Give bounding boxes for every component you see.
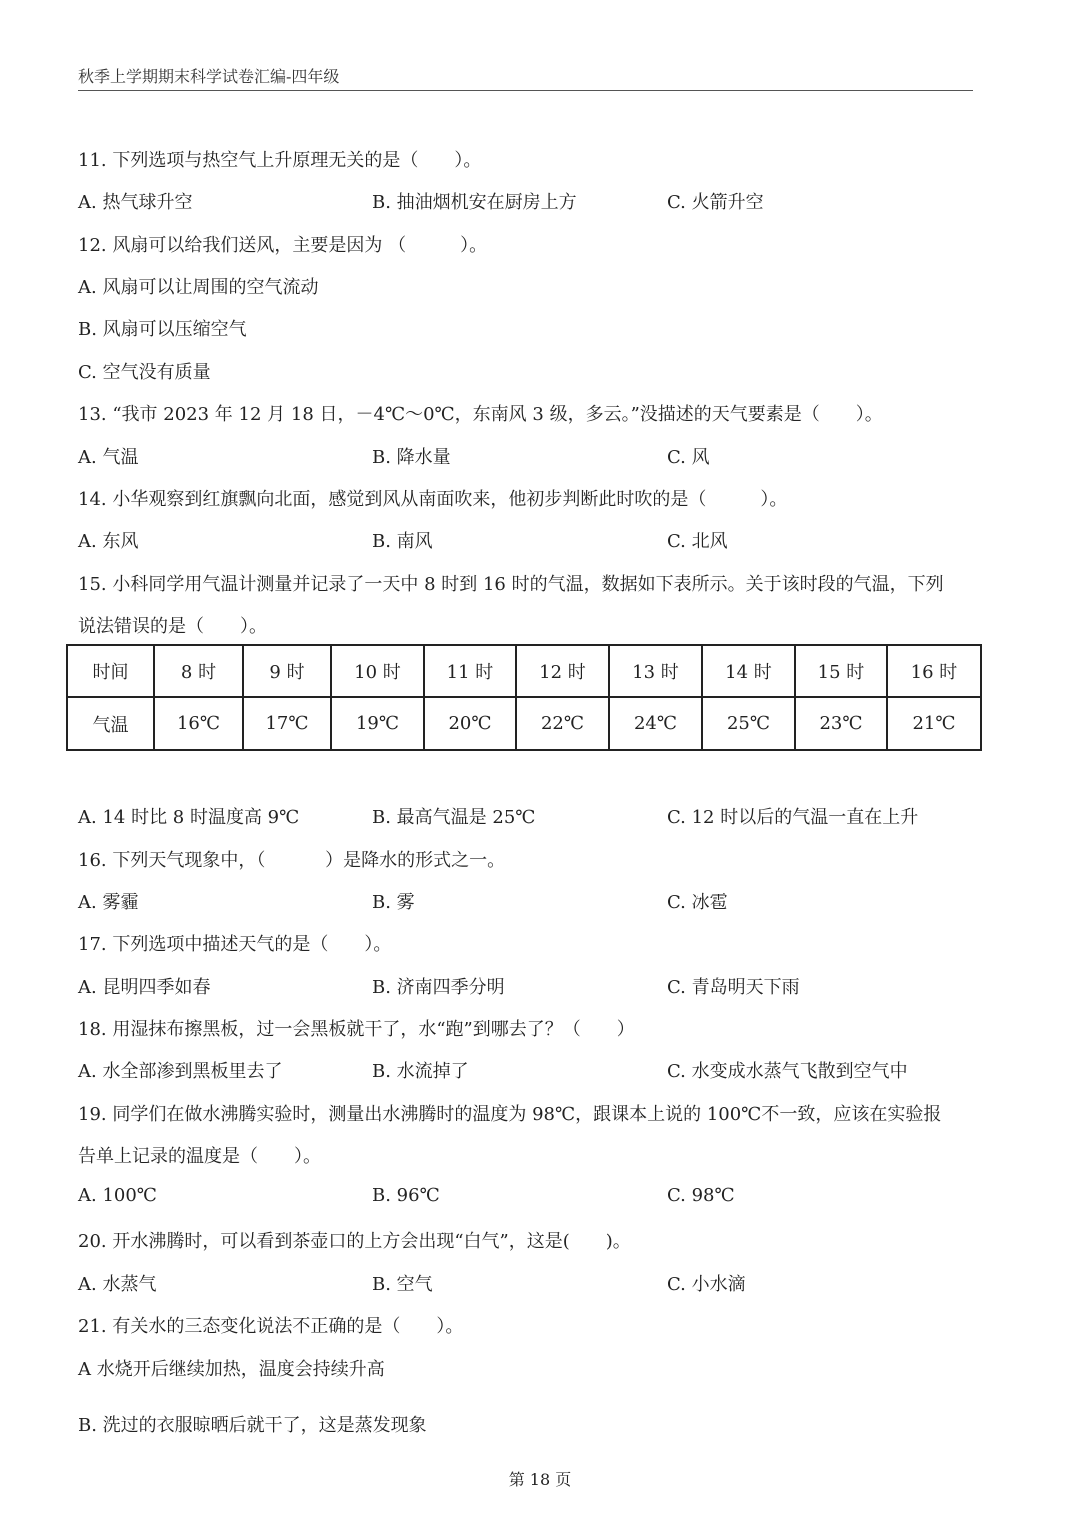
question-12-stem: 12. 风扇可以给我们送风，主要是因为 （ ）。 [78, 235, 488, 256]
temperature-table [66, 644, 982, 751]
table-cell-time: 15 时 [795, 645, 887, 697]
q12-option-b: B. 风扇可以压缩空气 [78, 319, 247, 340]
table-cell-temperature: 24℃ [609, 697, 702, 750]
q19-option-b: B. 96℃ [372, 1185, 440, 1206]
q18-option-b: B. 水流掉了 [372, 1061, 469, 1082]
question-11-stem: 11. 下列选项与热空气上升原理无关的是（ ）。 [78, 150, 482, 171]
table-cell-time: 10 时 [331, 645, 424, 697]
q20-option-a: A. 水蒸气 [78, 1274, 157, 1295]
q11-option-a: A. 热气球升空 [78, 192, 193, 213]
q11-option-c: C. 火箭升空 [667, 192, 764, 213]
document-header: 秋季上学期期末科学试卷汇编-四年级 [78, 67, 340, 86]
table-cell-temperature: 23℃ [795, 697, 887, 750]
q15-option-c: C. 12 时以后的气温一直在上升 [667, 807, 919, 828]
question-15-stem-line-1: 15. 小科同学用气温计测量并记录了一天中 8 时到 16 时的气温，数据如下表所示。关于该时段的气温，下列 [78, 574, 944, 595]
q17-option-a: A. 昆明四季如春 [78, 977, 211, 998]
table-cell-temperature: 22℃ [516, 697, 609, 750]
question-17-stem: 17. 下列选项中描述天气的是（ ）。 [78, 934, 392, 955]
q16-option-b: B. 雾 [372, 892, 415, 913]
q11-option-b: B. 抽油烟机安在厨房上方 [372, 192, 577, 213]
table-cell-time: 11 时 [424, 645, 516, 697]
table-cell-time: 14 时 [702, 645, 795, 697]
question-13-stem: 13. “我市 2023 年 12 月 18 日，－4℃～0℃，东南风 3 级，多云。”没描述的天气要素是（ ）。 [78, 404, 883, 425]
header-divider [78, 90, 973, 91]
q18-option-a: A. 水全部渗到黑板里去了 [78, 1061, 283, 1082]
q13-option-b: B. 降水量 [372, 447, 451, 468]
question-19-stem-line-1: 19. 同学们在做水沸腾实验时，测量出水沸腾时的温度为 98℃，跟课本上说的 100℃不一致，应该在实验报 [78, 1104, 942, 1125]
table-header-temperature: 气温 [67, 697, 154, 750]
q19-option-c: C. 98℃ [667, 1185, 735, 1206]
table-cell-time: 9 时 [243, 645, 331, 697]
q15-option-a: A. 14 时比 8 时温度高 9℃ [78, 807, 300, 828]
question-16-stem: 16. 下列天气现象中，（ ）是降水的形式之一。 [78, 850, 506, 871]
q19-option-a: A. 100℃ [78, 1185, 157, 1206]
table-cell-time: 13 时 [609, 645, 702, 697]
table-header-time: 时间 [67, 645, 154, 697]
q14-option-a: A. 东风 [78, 531, 139, 552]
table-cell-time: 12 时 [516, 645, 609, 697]
question-15-stem-line-2: 说法错误的是（ ）。 [78, 616, 267, 637]
table-cell-temperature: 19℃ [331, 697, 424, 750]
table-cell-temperature: 21℃ [887, 697, 981, 750]
q15-option-b: B. 最高气温是 25℃ [372, 807, 536, 828]
table-row-time [67, 645, 981, 697]
table-row-temperature [67, 697, 981, 750]
q16-option-a: A. 雾霾 [78, 892, 139, 913]
q20-option-c: C. 小水滴 [667, 1274, 746, 1295]
table-cell-temperature: 17℃ [243, 697, 331, 750]
q12-option-a: A. 风扇可以让周围的空气流动 [78, 277, 319, 298]
table-cell-temperature: 25℃ [702, 697, 795, 750]
question-19-stem-line-2: 告单上记录的温度是（ ）。 [78, 1146, 321, 1167]
q13-option-a: A. 气温 [78, 447, 139, 468]
table-cell-time: 8 时 [154, 645, 243, 697]
q13-option-c: C. 风 [667, 447, 710, 468]
q21-option-a: A 水烧开后继续加热，温度会持续升高 [78, 1359, 385, 1380]
table-cell-time: 16 时 [887, 645, 981, 697]
page-number: 第 18 页 [508, 1470, 572, 1489]
question-18-stem: 18. 用湿抹布擦黑板，过一会黑板就干了，水“跑”到哪去了？（ ） [78, 1019, 635, 1040]
q14-option-c: C. 北风 [667, 531, 728, 552]
question-21-stem: 21. 有关水的三态变化说法不正确的是（ ）。 [78, 1316, 464, 1337]
question-14-stem: 14. 小华观察到红旗飘向北面，感觉到风从南面吹来，他初步判断此时吹的是（ ）。 [78, 489, 788, 510]
q17-option-c: C. 青岛明天下雨 [667, 977, 800, 998]
table-cell-temperature: 20℃ [424, 697, 516, 750]
table-cell-temperature: 16℃ [154, 697, 243, 750]
q12-option-c: C. 空气没有质量 [78, 362, 211, 383]
question-20-stem: 20. 开水沸腾时，可以看到茶壶口的上方会出现“白气”，这是( )。 [78, 1231, 631, 1252]
q20-option-b: B. 空气 [372, 1274, 433, 1295]
q18-option-c: C. 水变成水蒸气飞散到空气中 [667, 1061, 908, 1082]
q16-option-c: C. 冰雹 [667, 892, 728, 913]
q21-option-b: B. 洗过的衣服晾晒后就干了，这是蒸发现象 [78, 1415, 427, 1436]
q17-option-b: B. 济南四季分明 [372, 977, 505, 998]
q14-option-b: B. 南风 [372, 531, 433, 552]
